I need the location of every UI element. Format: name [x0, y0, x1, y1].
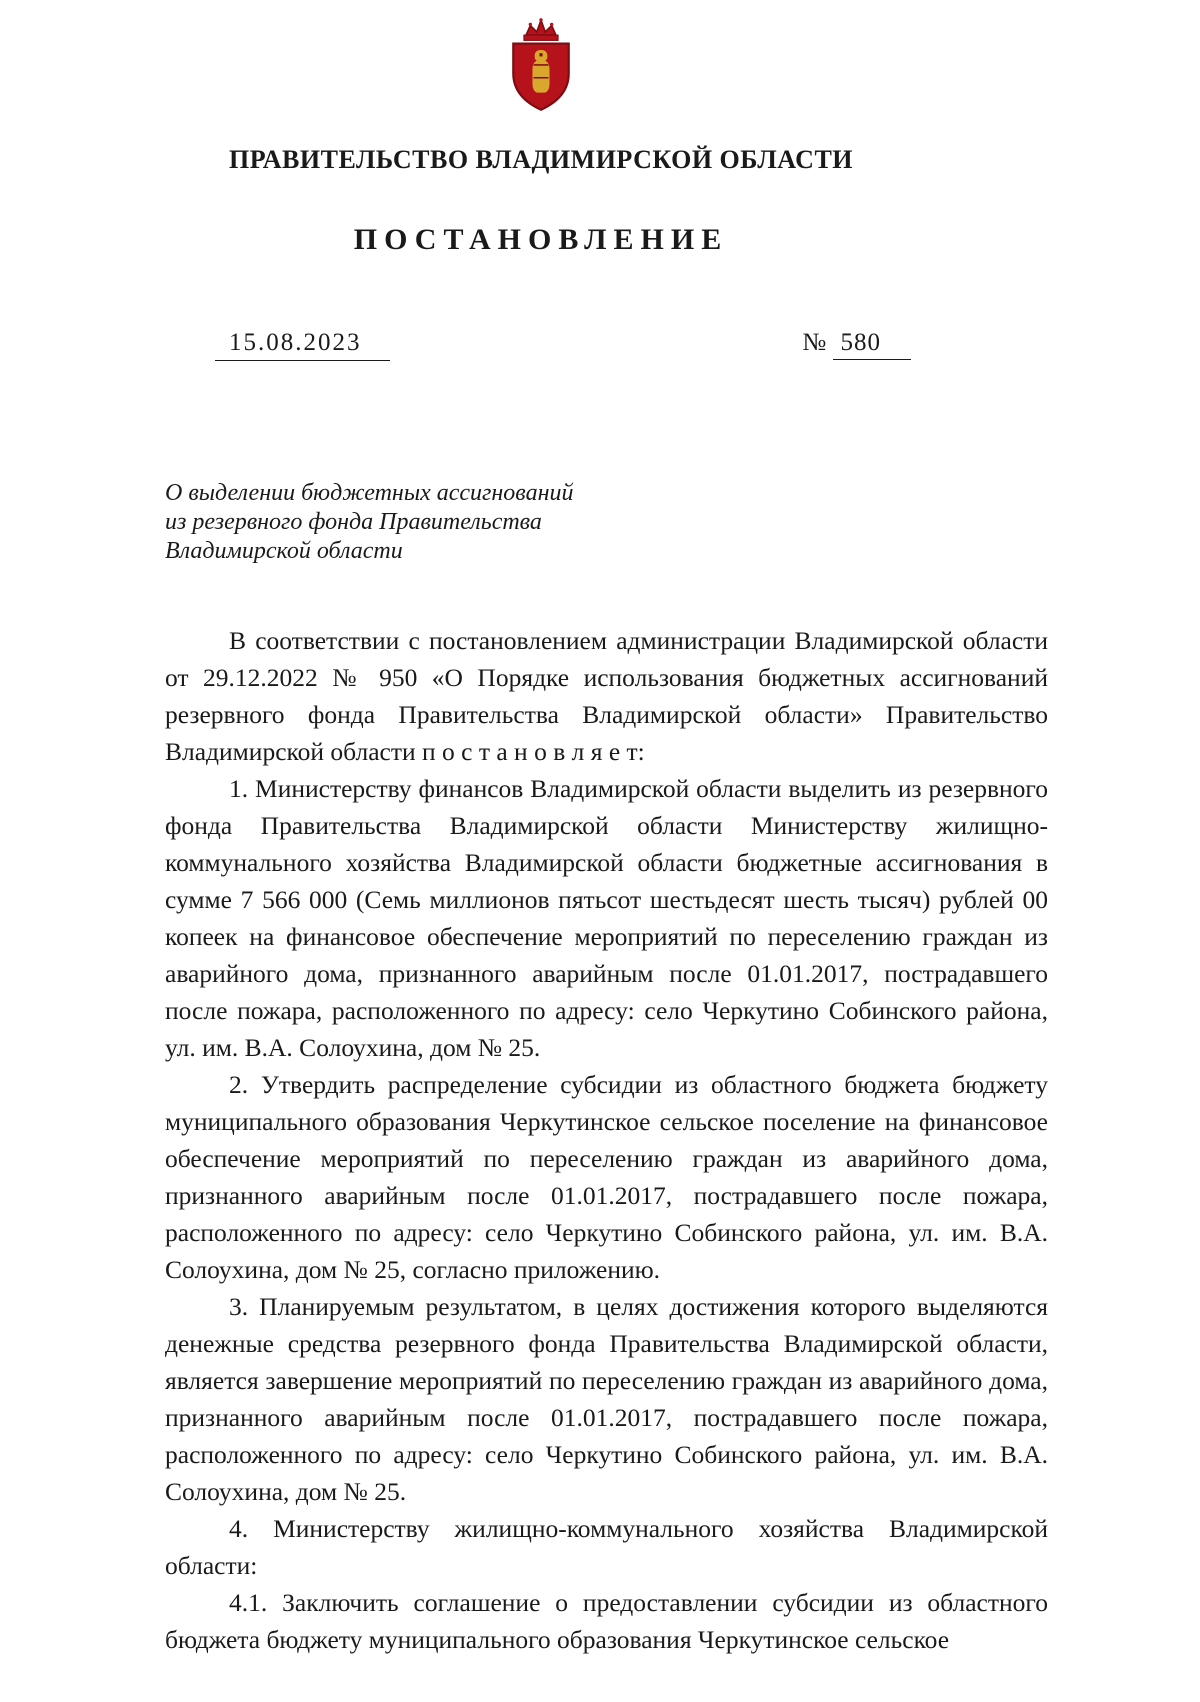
subject-line: О выделении бюджетных ассигнований — [165, 480, 574, 506]
body-paragraph-preamble: В соответствии с постановлением администрации Владимирской области от 29.12.2022 № 950 «О Порядке использования бюджетных ассигнований резервного фонда Правительства Владимирской области» Правительство Владимирской области п о с т а н о в л я е т: — [165, 626, 1048, 766]
document-body — [165, 622, 1048, 1658]
org-name-title: ПРАВИТЕЛЬСТВО ВЛАДИМИРСКОЙ ОБЛАСТИ — [228, 145, 854, 174]
date-number-row — [165, 329, 917, 361]
doc-type-title: ПОСТАНОВЛЕНИЕ — [353, 223, 729, 256]
doc-number-sign: № — [802, 329, 827, 356]
doc-number: 580 — [833, 329, 912, 360]
body-paragraph-item-2: 2. Утвердить распределение субсидии из областного бюджета бюджету муниципального образования Черкутинское сельское поселение на финансовое обеспечение мероприятий по переселению граждан из аварийного дома, признанного аварийным после 01.01.2017, пострадавшего после пожара, расположенного по адресу: село Черкутино Собинского района, ул. им. В.А. Солоухина, дом № 25, согласно приложению. — [165, 1070, 1048, 1284]
body-paragraph-item-4-1: 4.1. Заключить соглашение о предоставлении субсидии из областного бюджета бюджету муниципального образования Черкутинское сельское — [165, 1588, 1048, 1654]
subject-line: из резервного фонда Правительства — [165, 509, 542, 535]
subject-line: Владимирской области — [165, 538, 403, 564]
body-paragraph-item-4: 4. Министерству жилищно-коммунального хозяйства Владимирской области: — [165, 1514, 1048, 1580]
doc-number-block — [802, 329, 911, 357]
document-header — [165, 0, 917, 361]
issue-date: 15.08.2023 — [215, 329, 390, 361]
body-paragraph-item-1: 1. Министерству финансов Владимирской области выделить из резервного фонда Правительства Владимирской области Министерству жилищно-коммунального хозяйства Владимирской области бюджетные ассигнования в сумме 7 566 000 (Семь миллионов пятьсот шестьдесят шесть тысяч) рублей 00 копеек на финансовое обеспечение мероприятий по переселению граждан из аварийного дома, признанного аварийным после 01.01.2017, пострадавшего после пожара, расположенного по адресу: село Черкутино Собинского района, ул. им. В.А. Солоухина, дом № 25. — [165, 774, 1048, 1062]
coat-of-arms-icon — [497, 18, 585, 114]
subject-block — [165, 479, 665, 566]
body-paragraph-item-3: 3. Планируемым результатом, в целях достижения которого выделяются денежные средства резервного фонда Правительства Владимирской области, является завершение мероприятий по переселению граждан из аварийного дома, признанного аварийным после 01.01.2017, пострадавшего после пожара, расположенного по адресу: село Черкутино Собинского района, ул. им. В.А. Солоухина, дом № 25. — [165, 1292, 1048, 1506]
